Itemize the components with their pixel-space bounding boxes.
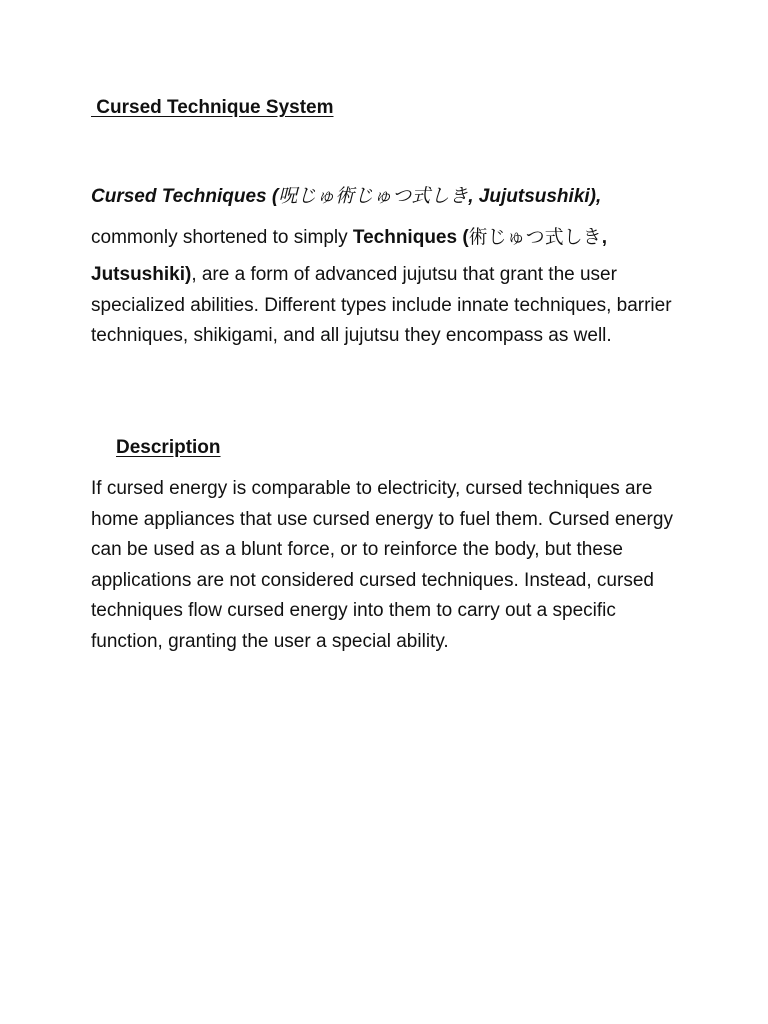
intro-short-reading: Jutsushiki) (91, 264, 192, 285)
intro-first-line (91, 222, 691, 260)
intro-short-comma: , (601, 227, 607, 248)
intro-paragraph (91, 222, 691, 352)
term-definition-line (91, 183, 601, 210)
term-open-paren: ( (266, 186, 279, 207)
intro-short-open: ( (457, 227, 469, 248)
term-reading: , Jujutsushiki), (468, 186, 602, 207)
description-heading: Description (116, 437, 221, 458)
description-paragraph: If cursed energy is comparable to electricity, cursed techniques are home appliances that use cursed energy to fuel them. Cursed energy can be used as a blunt force, or to reinforce the body, but these applications are not considered cursed techniques. Instead, cursed techniques flow cursed energy into them to carry out a specific function, granting the user a special ability. (91, 478, 673, 652)
intro-short-name: Techniques (352, 227, 458, 248)
intro-lead-text: commonly shortened to simply (91, 227, 353, 248)
term-kanji: 呪じゅ術じゅつ式しき (278, 185, 469, 207)
intro-short-kanji: 術じゅつ式しき (468, 226, 602, 248)
term-name: Cursed Techniques (91, 186, 267, 207)
intro-rest-text: , are a form of advanced jujutsu that grant the user specialized abilities. Different types include innate techniques, barrier techniques, shikigami, and all jujutsu they encompass as well. (91, 264, 672, 346)
document-title: Cursed Technique System (91, 97, 334, 118)
